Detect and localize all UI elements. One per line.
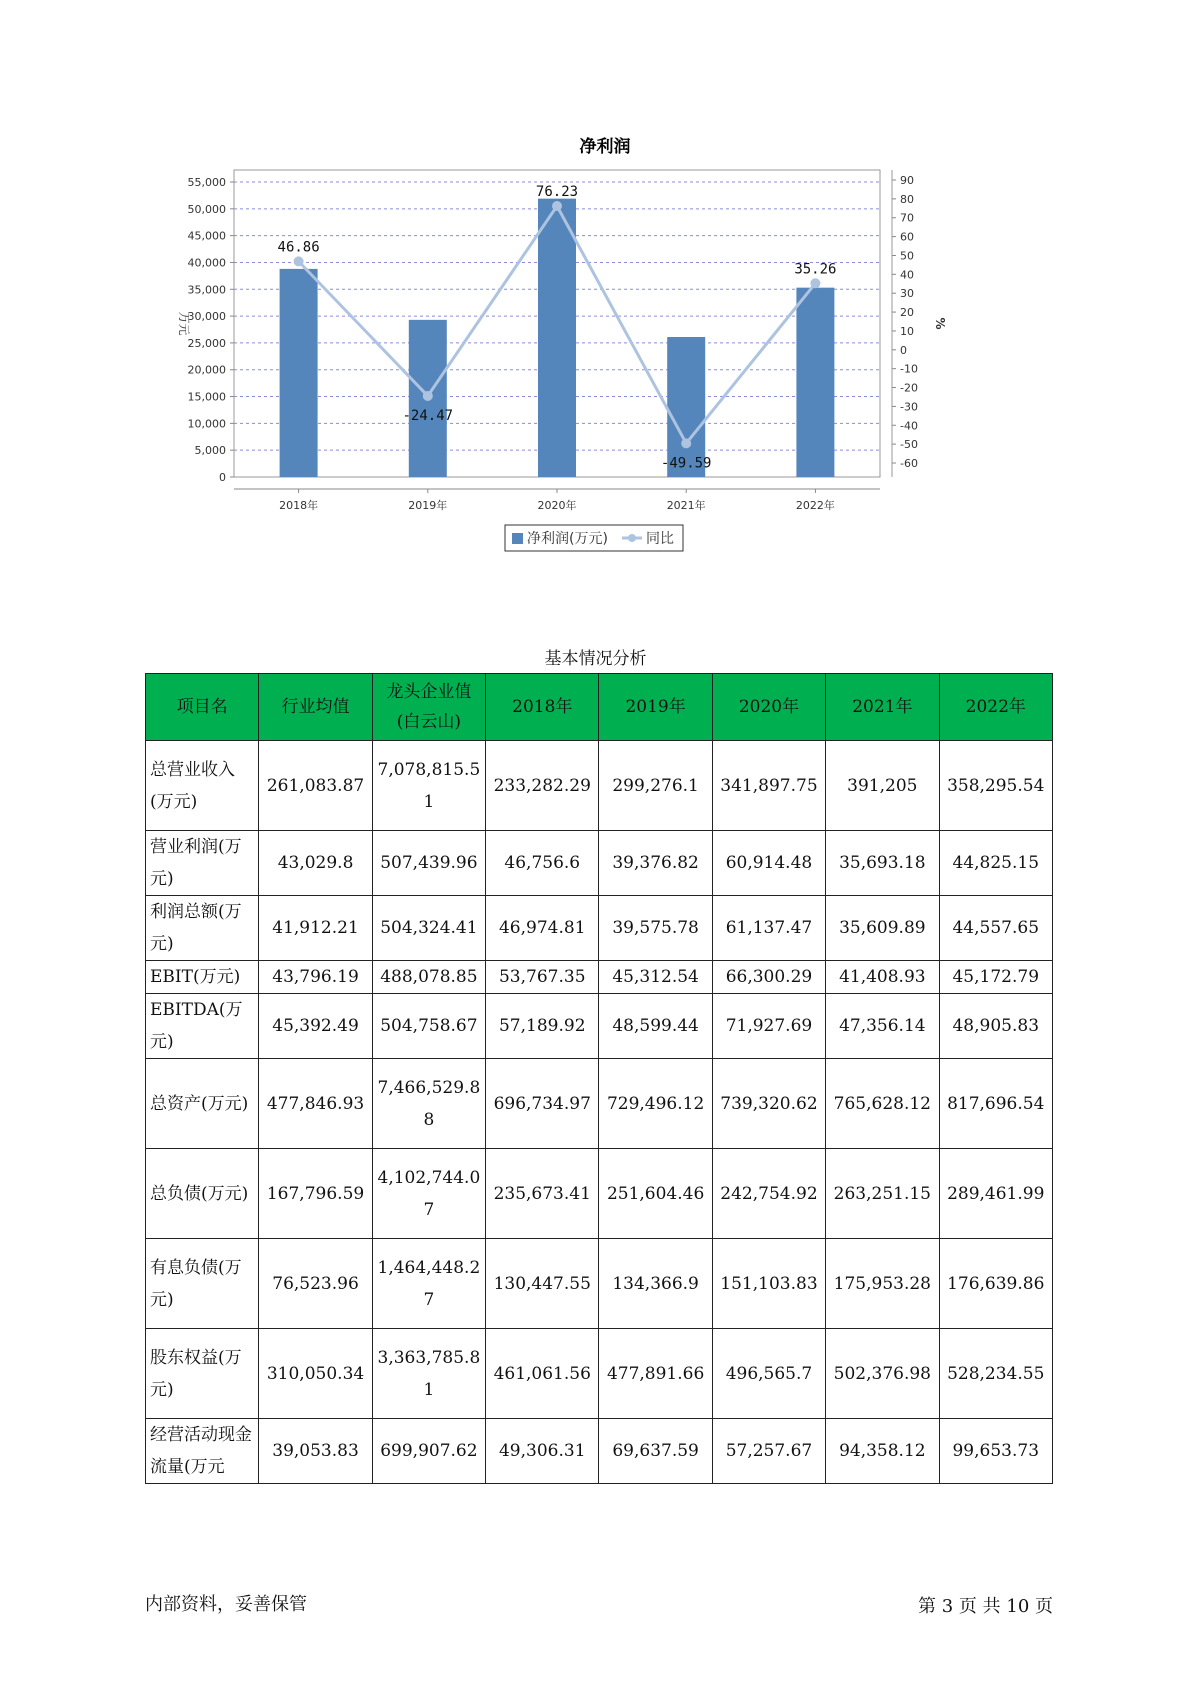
value-cell: 739,320.62 — [712, 1059, 825, 1149]
value-cell: 44,825.15 — [939, 831, 1052, 896]
y-tick-label: 45,000 — [187, 229, 226, 243]
value-cell: 729,496.12 — [599, 1059, 712, 1149]
value-cell: 57,257.67 — [712, 1419, 825, 1484]
y-tick-label: 20,000 — [187, 363, 226, 377]
yoy-data-label: -49.59 — [660, 455, 712, 472]
column-header: 龙头企业值(白云山) — [372, 674, 485, 741]
y-tick-label: 5,000 — [194, 444, 226, 458]
y2-tick-label: 20 — [900, 306, 914, 320]
value-cell: 43,029.8 — [259, 831, 372, 896]
value-cell: 507,439.96 — [372, 831, 485, 896]
value-cell: 817,696.54 — [939, 1059, 1052, 1149]
value-cell: 1,464,448.27 — [372, 1239, 485, 1329]
value-cell: 57,189.92 — [486, 994, 599, 1059]
value-cell: 45,172.79 — [939, 961, 1052, 994]
value-cell: 242,754.92 — [712, 1149, 825, 1239]
row-label-cell: 总资产(万元) — [146, 1059, 259, 1149]
row-label-cell: EBIT(万元) — [146, 961, 259, 994]
value-cell: 130,447.55 — [486, 1239, 599, 1329]
row-label-cell: 总负债(万元) — [146, 1149, 259, 1239]
y-tick-label: 0 — [219, 471, 226, 484]
net-profit-bar — [280, 269, 318, 477]
y2-tick-label: 30 — [900, 287, 914, 301]
y-tick-label: 40,000 — [187, 256, 226, 270]
value-cell: 261,083.87 — [259, 741, 372, 831]
row-label-cell: EBITDA(万元) — [146, 994, 259, 1059]
y-tick-label: 30,000 — [187, 310, 226, 324]
chart-title: 净利润 — [579, 137, 631, 157]
page-number: 第 3 页 共 10 页 — [918, 1596, 1053, 1617]
chart-svg — [170, 130, 1030, 600]
table-row — [146, 831, 1053, 896]
value-cell: 45,312.54 — [599, 961, 712, 994]
value-cell: 47,356.14 — [826, 994, 939, 1059]
value-cell: 167,796.59 — [259, 1149, 372, 1239]
x-tick-label: 2020年 — [537, 499, 577, 512]
y-tick-label: 10,000 — [187, 417, 226, 431]
y2-tick-label: 10 — [900, 324, 914, 338]
value-cell: 39,376.82 — [599, 831, 712, 896]
value-cell: 233,282.29 — [486, 741, 599, 831]
y2-tick-label: -50 — [900, 438, 918, 452]
y2-tick-label: 0 — [900, 343, 907, 357]
y-tick-label: 35,000 — [187, 283, 226, 297]
row-label-cell: 营业利润(万元) — [146, 831, 259, 896]
value-cell: 477,891.66 — [599, 1329, 712, 1419]
value-cell: 44,557.65 — [939, 896, 1052, 961]
value-cell: 3,363,785.81 — [372, 1329, 485, 1419]
y2-axis-title: % — [933, 317, 947, 330]
value-cell: 48,599.44 — [599, 994, 712, 1059]
table-row — [146, 1059, 1053, 1149]
legend-point-swatch — [628, 534, 636, 542]
value-cell: 263,251.15 — [826, 1149, 939, 1239]
value-cell: 134,366.9 — [599, 1239, 712, 1329]
table-row — [146, 1329, 1053, 1419]
value-cell: 461,061.56 — [486, 1329, 599, 1419]
y2-tick-label: -10 — [900, 362, 918, 376]
row-label-cell: 总营业收入(万元) — [146, 741, 259, 831]
value-cell: 69,637.59 — [599, 1419, 712, 1484]
y-tick-label: 15,000 — [187, 390, 226, 404]
value-cell: 341,897.75 — [712, 741, 825, 831]
value-cell: 477,846.93 — [259, 1059, 372, 1149]
y2-tick-label: -60 — [900, 457, 918, 470]
yoy-point — [681, 438, 691, 448]
row-label-cell: 利润总额(万元) — [146, 896, 259, 961]
value-cell: 765,628.12 — [826, 1059, 939, 1149]
value-cell: 41,912.21 — [259, 896, 372, 961]
value-cell: 66,300.29 — [712, 961, 825, 994]
value-cell: 504,324.41 — [372, 896, 485, 961]
yoy-data-label: 46.86 — [277, 239, 320, 256]
value-cell: 76,523.96 — [259, 1239, 372, 1329]
value-cell: 699,907.62 — [372, 1419, 485, 1484]
value-cell: 53,767.35 — [486, 961, 599, 994]
yoy-point — [423, 391, 433, 401]
y2-tick-label: 90 — [900, 174, 914, 187]
y-axis-title: 万元 — [177, 311, 191, 336]
value-cell: 39,053.83 — [259, 1419, 372, 1484]
y2-tick-label: -30 — [900, 400, 918, 414]
value-cell: 61,137.47 — [712, 896, 825, 961]
value-cell: 71,927.69 — [712, 994, 825, 1059]
y-tick-label: 55,000 — [187, 176, 226, 189]
legend-label-yoy: 同比 — [646, 531, 674, 547]
yoy-data-label: 35.26 — [794, 261, 837, 278]
value-cell: 175,953.28 — [826, 1239, 939, 1329]
value-cell: 7,078,815.51 — [372, 741, 485, 831]
net-profit-chart — [170, 130, 1030, 600]
value-cell: 41,408.93 — [826, 961, 939, 994]
y2-tick-label: 40 — [900, 268, 914, 282]
value-cell: 251,604.46 — [599, 1149, 712, 1239]
table-row — [146, 961, 1053, 994]
net-profit-bar — [538, 199, 576, 477]
value-cell: 310,050.34 — [259, 1329, 372, 1419]
y2-tick-label: -40 — [900, 419, 918, 433]
value-cell: 488,078.85 — [372, 961, 485, 994]
y2-tick-label: -20 — [900, 381, 918, 395]
value-cell: 45,392.49 — [259, 994, 372, 1059]
value-cell: 48,905.83 — [939, 994, 1052, 1059]
y2-tick-label: 70 — [900, 211, 914, 225]
table-caption: 基本情况分析 — [544, 649, 647, 669]
value-cell: 46,756.6 — [486, 831, 599, 896]
yoy-data-label: -24.47 — [402, 407, 454, 424]
column-header: 2020年 — [712, 674, 825, 741]
y-tick-label: 25,000 — [187, 336, 226, 350]
value-cell: 496,565.7 — [712, 1329, 825, 1419]
y2-tick-label: 60 — [900, 230, 914, 244]
value-cell: 4,102,744.07 — [372, 1149, 485, 1239]
value-cell: 391,205 — [826, 741, 939, 831]
column-header: 2022年 — [939, 674, 1052, 741]
table-row — [146, 1419, 1053, 1484]
yoy-point — [810, 278, 820, 288]
y2-tick-label: 50 — [900, 249, 914, 263]
yoy-point — [552, 201, 562, 211]
row-label-cell: 股东权益(万元) — [146, 1329, 259, 1419]
net-profit-bar — [796, 288, 834, 477]
table-row — [146, 741, 1053, 831]
row-label-cell: 经营活动现金流量(万元 — [146, 1419, 259, 1484]
value-cell: 35,609.89 — [826, 896, 939, 961]
value-cell: 696,734.97 — [486, 1059, 599, 1149]
footer-note: 内部资料，妥善保管 — [145, 1594, 307, 1615]
y-tick-label: 50,000 — [187, 202, 226, 216]
value-cell: 43,796.19 — [259, 961, 372, 994]
x-tick-label: 2022年 — [795, 499, 835, 512]
value-cell: 299,276.1 — [599, 741, 712, 831]
value-cell: 289,461.99 — [939, 1149, 1052, 1239]
x-tick-label: 2018年 — [279, 499, 319, 512]
y2-tick-label: 80 — [900, 192, 914, 206]
value-cell: 151,103.83 — [712, 1239, 825, 1329]
value-cell: 528,234.55 — [939, 1329, 1052, 1419]
value-cell: 35,693.18 — [826, 831, 939, 896]
basic-analysis-table — [145, 673, 1053, 1484]
column-header: 2019年 — [599, 674, 712, 741]
legend-bar-swatch — [512, 533, 523, 544]
table-row — [146, 994, 1053, 1059]
value-cell: 235,673.41 — [486, 1149, 599, 1239]
table-row — [146, 1149, 1053, 1239]
value-cell: 358,295.54 — [939, 741, 1052, 831]
value-cell: 504,758.67 — [372, 994, 485, 1059]
value-cell: 502,376.98 — [826, 1329, 939, 1419]
column-header: 2018年 — [486, 674, 599, 741]
table-header-row — [146, 674, 1053, 741]
yoy-data-label: 76.23 — [535, 183, 579, 200]
table-row — [146, 1239, 1053, 1329]
x-tick-label: 2019年 — [408, 499, 448, 512]
value-cell: 60,914.48 — [712, 831, 825, 896]
value-cell: 46,974.81 — [486, 896, 599, 961]
value-cell: 99,653.73 — [939, 1419, 1052, 1484]
value-cell: 39,575.78 — [599, 896, 712, 961]
value-cell: 49,306.31 — [486, 1419, 599, 1484]
column-header: 2021年 — [826, 674, 939, 741]
value-cell: 94,358.12 — [826, 1419, 939, 1484]
column-header: 行业均值 — [259, 674, 372, 741]
table-row — [146, 896, 1053, 961]
x-tick-label: 2021年 — [666, 499, 706, 512]
row-label-cell: 有息负债(万元) — [146, 1239, 259, 1329]
yoy-point — [294, 256, 304, 266]
value-cell: 176,639.86 — [939, 1239, 1052, 1329]
column-header: 项目名 — [146, 674, 259, 741]
value-cell: 7,466,529.88 — [372, 1059, 485, 1149]
legend-label-net-profit: 净利润(万元) — [527, 531, 608, 547]
